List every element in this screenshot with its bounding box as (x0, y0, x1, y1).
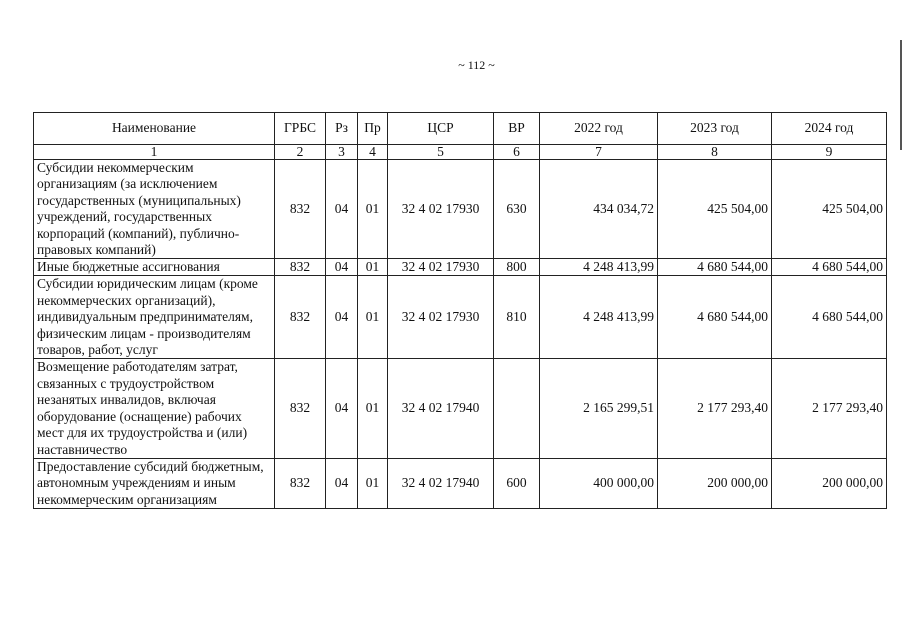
row-rz: 04 (326, 276, 358, 359)
row-pr: 01 (358, 160, 388, 259)
table-row (34, 359, 887, 458)
row-amount-2022: 400 000,00 (540, 458, 658, 508)
row-csr: 32 4 02 17930 (388, 276, 494, 359)
row-csr: 32 4 02 17940 (388, 458, 494, 508)
row-amount-2023: 200 000,00 (658, 458, 772, 508)
row-amount-2023: 4 680 544,00 (658, 276, 772, 359)
column-index: 9 (772, 145, 887, 160)
row-grbs: 832 (275, 359, 326, 458)
header-pr: Пр (358, 113, 388, 145)
row-name: Иные бюджетные ассигнования (34, 259, 275, 276)
row-vr: 800 (494, 259, 540, 276)
column-index: 2 (275, 145, 326, 160)
column-index: 7 (540, 145, 658, 160)
column-index: 8 (658, 145, 772, 160)
row-rz: 04 (326, 458, 358, 508)
row-rz: 04 (326, 259, 358, 276)
budget-table (33, 112, 887, 509)
table-row (34, 276, 887, 359)
row-name: Предоставление субсидий бюджетным, автономным учреждениям и иным некоммерческим организациям (34, 458, 275, 508)
row-vr: 600 (494, 458, 540, 508)
row-amount-2023: 2 177 293,40 (658, 359, 772, 458)
row-pr: 01 (358, 259, 388, 276)
column-index: 6 (494, 145, 540, 160)
header-rz: Рз (326, 113, 358, 145)
scan-edge-mark (900, 40, 902, 150)
row-csr: 32 4 02 17930 (388, 160, 494, 259)
row-grbs: 832 (275, 160, 326, 259)
column-index: 3 (326, 145, 358, 160)
row-amount-2024: 2 177 293,40 (772, 359, 887, 458)
header-grbs: ГРБС (275, 113, 326, 145)
table-header-row (34, 113, 887, 145)
header-2024: 2024 год (772, 113, 887, 145)
row-vr (494, 359, 540, 458)
header-csr: ЦСР (388, 113, 494, 145)
row-amount-2023: 425 504,00 (658, 160, 772, 259)
header-2023: 2023 год (658, 113, 772, 145)
header-2022: 2022 год (540, 113, 658, 145)
row-amount-2024: 200 000,00 (772, 458, 887, 508)
row-rz: 04 (326, 359, 358, 458)
row-amount-2022: 2 165 299,51 (540, 359, 658, 458)
table-row (34, 259, 887, 276)
row-name: Возмещение работодателям затрат, связанных с трудоустройством незанятых инвалидов, включая оборудование (оснащение) рабочих мест для их трудоустройства и (или) наставничество (34, 359, 275, 458)
row-amount-2022: 434 034,72 (540, 160, 658, 259)
row-csr: 32 4 02 17940 (388, 359, 494, 458)
row-pr: 01 (358, 458, 388, 508)
row-csr: 32 4 02 17930 (388, 259, 494, 276)
column-index-row (34, 145, 887, 160)
header-vr: ВР (494, 113, 540, 145)
row-amount-2022: 4 248 413,99 (540, 259, 658, 276)
row-amount-2023: 4 680 544,00 (658, 259, 772, 276)
row-vr: 810 (494, 276, 540, 359)
row-pr: 01 (358, 276, 388, 359)
row-grbs: 832 (275, 458, 326, 508)
table-row (34, 458, 887, 508)
row-name: Субсидии некоммерческим организациям (за исключением государственных (муниципальных) учреждений, государственных корпораций (компаний), публично-правовых компаний) (34, 160, 275, 259)
row-amount-2024: 4 680 544,00 (772, 276, 887, 359)
column-index: 5 (388, 145, 494, 160)
page-number: ~ 112 ~ (458, 58, 495, 72)
row-amount-2024: 425 504,00 (772, 160, 887, 259)
column-index: 4 (358, 145, 388, 160)
table-row (34, 160, 887, 259)
row-amount-2022: 4 248 413,99 (540, 276, 658, 359)
header-name: Наименование (34, 113, 275, 145)
row-name: Субсидии юридическим лицам (кроме некоммерческих организаций), индивидуальным предпринимателям, физическим лицам - производителям товаров, работ, услуг (34, 276, 275, 359)
row-grbs: 832 (275, 259, 326, 276)
row-vr: 630 (494, 160, 540, 259)
column-index: 1 (34, 145, 275, 160)
row-rz: 04 (326, 160, 358, 259)
row-grbs: 832 (275, 276, 326, 359)
row-amount-2024: 4 680 544,00 (772, 259, 887, 276)
row-pr: 01 (358, 359, 388, 458)
